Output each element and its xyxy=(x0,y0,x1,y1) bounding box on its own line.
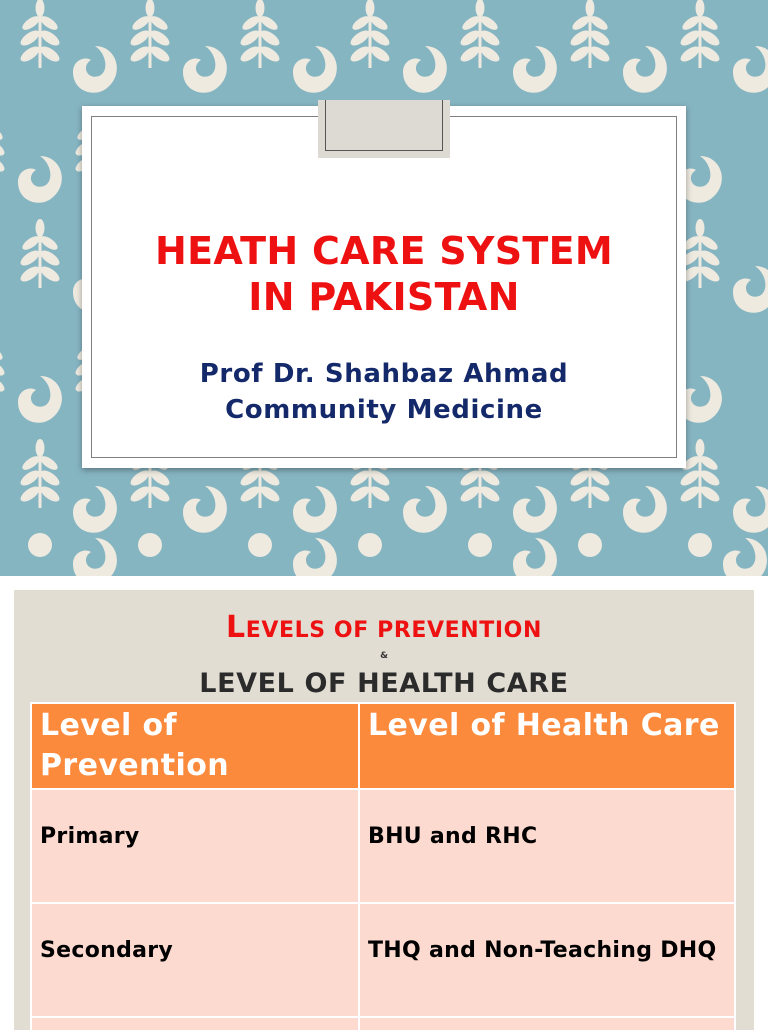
table-row xyxy=(31,903,735,1017)
ampersand: & xyxy=(380,651,388,661)
slide-title xyxy=(14,612,754,647)
table-row xyxy=(31,789,735,903)
slide-title-rest: EVELS OF PREVENTION xyxy=(245,618,542,643)
department-name: Community Medicine xyxy=(225,395,543,425)
title-line-1: HEATH CARE SYSTEM xyxy=(155,229,613,273)
presentation-subtitle xyxy=(82,356,686,428)
table-cell: Primary xyxy=(31,789,359,903)
author-name: Prof Dr. Shahbaz Ahmad xyxy=(199,359,569,389)
card-tab-decoration xyxy=(318,100,450,158)
table-cell: THQ and Non-Teaching DHQ xyxy=(359,903,735,1017)
title-line-2: IN PAKISTAN xyxy=(248,275,520,319)
title-card xyxy=(82,106,686,468)
prevention-table xyxy=(30,702,736,1030)
levels-slide xyxy=(14,590,754,1030)
slide-title-initial: L xyxy=(226,610,246,645)
table-cell: Secondary xyxy=(31,903,359,1017)
column-header-health-care: Level of Health Care xyxy=(359,703,735,789)
column-header-prevention: Level of Prevention xyxy=(31,703,359,789)
table-cell: BHU and RHC xyxy=(359,789,735,903)
slide-subtitle: LEVEL OF HEALTH CARE xyxy=(199,668,569,699)
table-header-row xyxy=(31,703,735,789)
presentation-title xyxy=(82,228,686,320)
